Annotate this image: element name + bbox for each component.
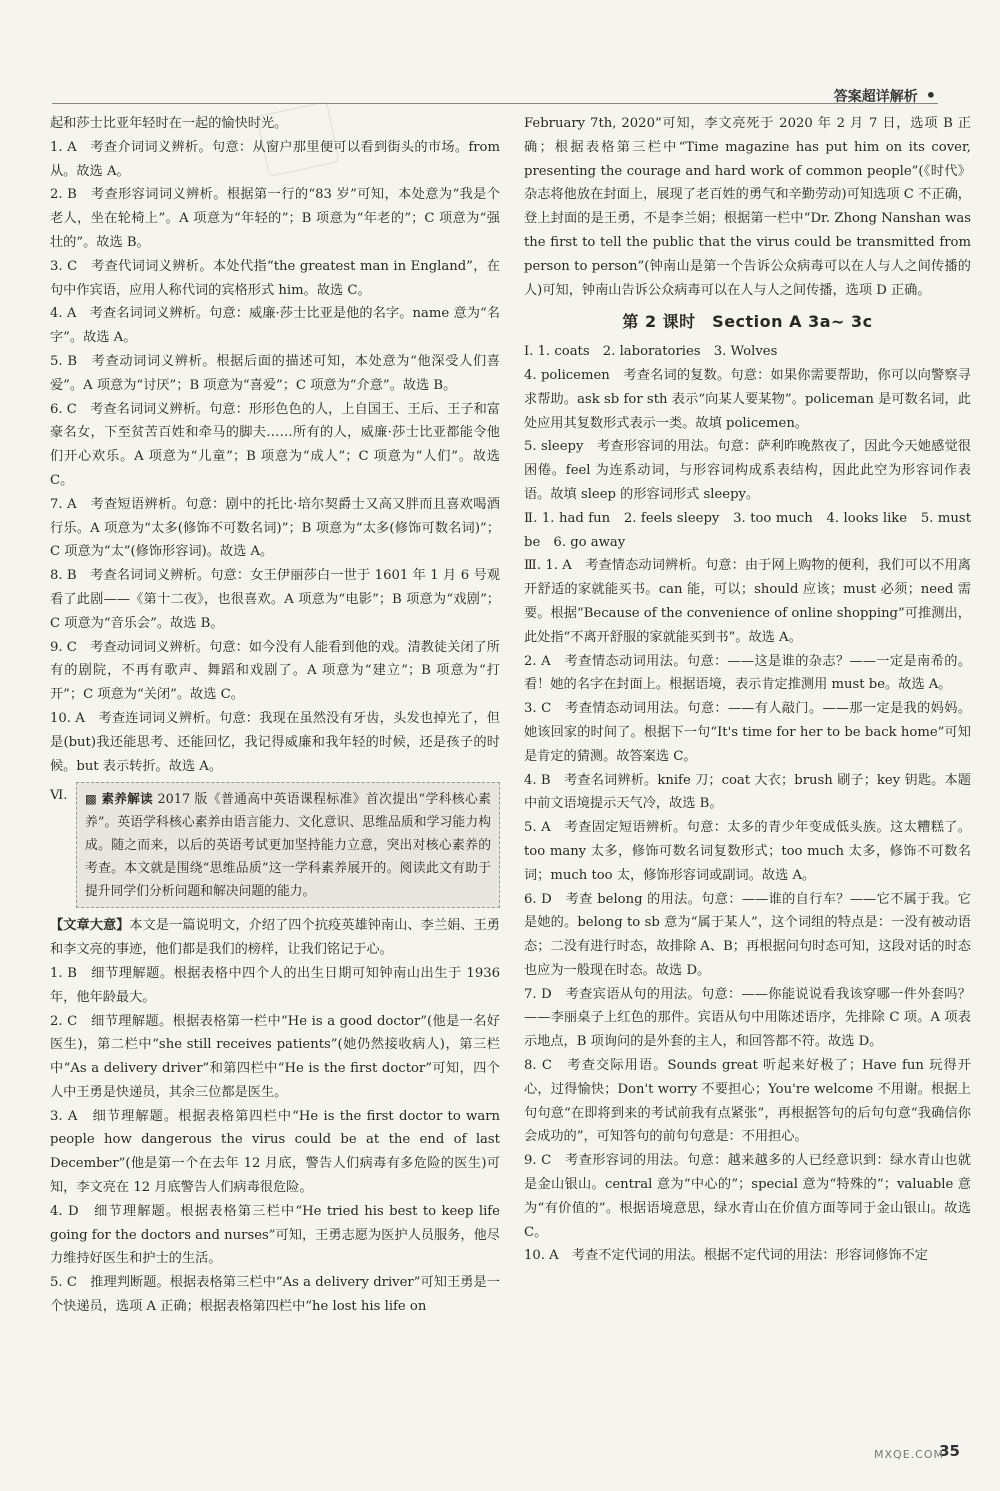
answer-item: 7. A 考查短语辨析。句意：剧中的托比·培尔契爵士又高又胖而且喜欢喝酒行乐。A 项意为“太多(修饰不可数名词)”；B 项意为“太多(修饰可数名词)”；C 项意为“太”(修饰形容词)。故选 A。 xyxy=(50,496,500,560)
answer-item: 9. C 考查形容词的用法。句意：越来越多的人已经意识到：绿水青山也就是金山银山。central 意为“中心的”；special 意为“特殊的”；valuable 意为“有价值的”。根据语境意思，绿水青山在价值方面等同于金山银山。故选 C。 xyxy=(524,1153,971,1240)
part-1-answers: Ⅰ. 1. coats 2. laboratories 3. Wolves xyxy=(524,344,778,360)
answer-item: Ⅲ. 1. A 考查情态动词辨析。句意：由于网上购物的便利，我们可以不用离开舒适的家就能买书。can 能，可以；should 应该；must 必须；need 需要。根据“Because of the convenience of online shopping”可推测出，此处指“不离开舒服的家就能买到书”。故选 A。 xyxy=(524,558,971,645)
answer-item: 4. A 考查名词词义辨析。句意：威廉·莎士比亚是他的名字。name 意为“名字”。故选 A。 xyxy=(50,306,500,346)
right-column xyxy=(524,112,971,1268)
answer-item: 3. C 考查情态动词用法。句意：——有人敲门。——那一定是我的妈妈。她该回家的时间了。根据下一句“It's time for her to be back home”可知是肯定的猜测。故答案选 C。 xyxy=(524,701,971,764)
answer-item: 6. C 考查名词词义辨析。句意：形形色色的人，上自国王、王后、王子和富豪名女，下至贫苦百姓和牵马的脚夫……所有的人，威廉·莎士比亚都能令他们开心欢乐。A 项意为“儿童”；B 项意为“成人”；C 项意为“人们”。故选 C。 xyxy=(50,401,500,488)
header-rule xyxy=(52,103,938,104)
reading-item: 5. C 推理判断题。根据表格第三栏中“As a delivery driver”可知王勇是一个快递员，选项 A 正确；根据表格第四栏中“he lost his life on xyxy=(50,1275,500,1315)
answer-item: 10. A 考查连词词义辨析。句意：我现在虽然没有牙齿，头发也掉光了，但是(but)我还能思考、还能回忆，我记得威廉和我年轻的时候，还是孩子的时候。but 表示转折。故选 A。 xyxy=(50,710,500,774)
literacy-text: 2017 版《普通高中英语课程标准》首次提出“学科核心素养”。英语学科核心素养由语言能力、文化意识、思维品质和学习能力构成。随之而来，以后的英语考试更加坚持能力立意，突出对核心素养的考查。本文就是围绕“思维品质”这一学科素养展开的。阅读此文有助于提升同学们分析问题和解决问题的能力。 xyxy=(85,792,491,900)
reading-item: 4. D 细节理解题。根据表格第三栏中“He tried his best to keep life going for the doctors and nurses”可知，王勇志愿为医护人员服务，他尽力维持好医生和护士的生活。 xyxy=(50,1203,500,1267)
answer-item: 4. policemen 考查名词的复数。句意：如果你需要帮助，你可以向警察寻求帮助。ask sb for sth 表示“向某人要某物”。policeman 是可数名词，此处应用其复数形式表示一类。故填 policemen。 xyxy=(524,367,971,431)
answer-item: 5. A 考查固定短语辨析。句意：太多的青少年变成低头族。这太糟糕了。too many 太多，修饰可数名词复数形式；too much 太多，修饰不可数名词；much too 太，修饰形容词或副词。故选 A。 xyxy=(524,820,971,883)
answer-item: 5. sleepy 考查形容词的用法。句意：萨利昨晚熬夜了，因此今天她感觉很困倦。feel 为连系动词，与形容词构成系表结构，因此此空为形容词作表语。故填 sleep 的形容词形式 sleepy。 xyxy=(524,439,971,502)
answer-item: 9. C 考查动词词义辨析。句意：如今没有人能看到他的戏。清教徒关闭了所有的剧院，不再有歌声、舞蹈和戏剧了。A 项意为“建立”；B 项意为“打开”；C 项意为“关闭”。故选 C。 xyxy=(50,639,500,703)
watermark: MXQE.COM xyxy=(874,1448,944,1461)
section-label-vi: Ⅵ. xyxy=(50,788,68,804)
answer-item: 6. D 考查 belong 的用法。句意：——谁的自行车？——它不属于我。它是她的。belong to sb 意为“属于某人”，这个词组的特点是：一没有被动语态；二没有进行时态，故排除 A、B；再根据问句时态可知，这段对话的时态也应为一般现在时态。故选 D。 xyxy=(524,891,971,978)
left-intro: 起和莎士比亚年轻时在一起的愉快时光。 xyxy=(50,116,288,131)
answer-item: 5. B 考查动词词义辨析。根据后面的描述可知，本处意为“他深受人们喜爱”。A 项意为“讨厌”；B 项意为“喜爱”；C 项意为“介意”。故选 B。 xyxy=(50,353,500,393)
answer-item: 2. B 考查形容词词义辨析。根据第一行的“83 岁”可知，本处意为“我是个老人，坐在轮椅上”。A 项意为“年轻的”；B 项意为“年老的”；C 项意为“强壮的”。故选 B。 xyxy=(50,187,500,250)
reading-item: 1. B 细节理解题。根据表格中四个人的出生日期可知钟南山出生于 1936 年，他年龄最大。 xyxy=(50,965,500,1005)
summary-label: 【文章大意】 xyxy=(50,918,130,934)
answer-item: 8. B 考查名词词义辨析。句意：女王伊丽莎白一世于 1601 年 1 月 6 号观看了此剧——《第十二夜》，也很喜欢。A 项意为“电影”；B 项意为“戏剧”；C 项意为“音乐会”。故选 B。 xyxy=(50,568,500,631)
reading-item: 3. A 细节理解题。根据表格第四栏中“He is the first doctor to warn people how dangerous the virus could be at the end of last December”(他是第一个在去年 12 月底，警告人们病毒有多危险的医生)可知，李文亮在 12 月底警告人们病毒很危险。 xyxy=(50,1108,500,1196)
answer-item: 8. C 考查交际用语。Sounds great 听起来好极了；Have fun 玩得开心，过得愉快；Don't worry 不要担心；You're welcome 不用谢。根据上句句意“在即将到来的考试前我有点紧张”，再根据答句的后句句意“我确信你会成功的”，可知答句的前句句意是：不用担心。 xyxy=(524,1058,971,1145)
right-continuation: February 7th, 2020”可知，李文亮死于 2020 年 2 月 7 日，选项 B 正确；根据表格第三栏中“Time magazine has put him on its cover, presenting the courage and hard work of common people”(《时代》杂志将他放在封面上，展现了老百姓的勇气和辛勤劳动)可知选项 C 不正确，登上封面的是王勇，不是李兰娟；根据第一栏中“Dr. Zhong Nanshan was the first to tell the public that the virus could be transmitted from person to person”(钟南山是第一个告诉公众病毒可以在人与人之间传播的人)可知，钟南山告诉公众病毒可以在人与人之间传播，选项 D 正确。 xyxy=(524,116,971,298)
page-number: 35 xyxy=(939,1442,960,1460)
literacy-note-box xyxy=(76,782,500,908)
summary-text: 本文是一篇说明文，介绍了四个抗疫英雄钟南山、李兰娟、王勇和李文亮的事迹，他们都是我们的榜样，让我们铭记于心。 xyxy=(50,918,500,958)
answer-item: 3. C 考查代词词义辨析。本处代指“the greatest man in England”，在句中作宾语，应用人称代词的宾格形式 him。故选 C。 xyxy=(50,258,500,298)
answer-item: 2. A 考查情态动词用法。句意：——这是谁的杂志？——一定是南希的。看！她的名字在封面上。根据语境，表示肯定推测用 must be。故选 A。 xyxy=(524,653,971,693)
left-column xyxy=(50,112,500,1319)
answer-item: 7. D 考查宾语从句的用法。句意：——你能说说看我该穿哪一件外套吗？——李丽桌子上红色的那件。宾语从句中用陈述语序，先排除 C 项。A 项表示地点，B 项询问的是外套的主人，和回答都不符。故选 D。 xyxy=(524,986,971,1050)
part-2-answers: Ⅱ. 1. had fun 2. feels sleepy 3. too much 4. looks like 5. must be 6. go away xyxy=(524,510,971,550)
answer-item: 10. A 考查不定代词的用法。根据不定代词的用法：形容词修饰不定 xyxy=(524,1248,928,1264)
header-title: 答案超详解析 • xyxy=(834,86,936,106)
answer-item: 1. A 考查介词词义辨析。句意：从窗户那里便可以看到街头的市场。from 从。故选 A。 xyxy=(50,139,500,179)
literacy-tag: ▩ 素养解读 xyxy=(85,791,154,807)
answer-item: 4. B 考查名词辨析。knife 刀；coat 大衣；brush 刷子；key 钥匙。本题中前文语境提示天气冷，故选 B。 xyxy=(524,772,971,812)
reading-item: 2. C 细节理解题。根据表格第一栏中“He is a good doctor”(他是一名好医生)，第二栏中“she still receives patients”(她仍然接收病人)，第三栏中“As a delivery driver”和第四栏中“He is the first doctor”可知，四个人中王勇是快递员，其余三位都是医生。 xyxy=(50,1013,500,1100)
article-summary xyxy=(50,914,500,962)
section-title: 第 2 课时 Section A 3a~ 3c xyxy=(622,312,873,332)
